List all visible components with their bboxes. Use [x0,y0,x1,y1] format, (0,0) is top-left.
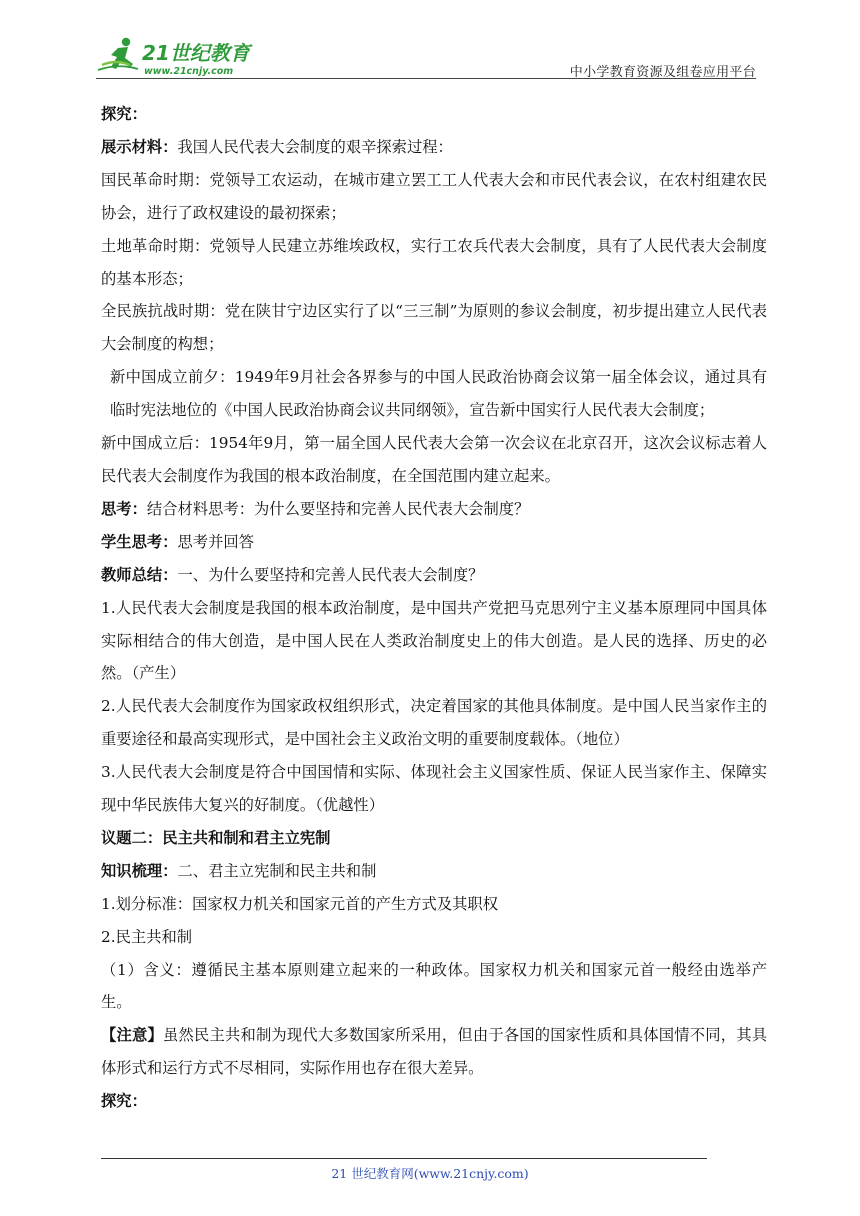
page-footer: 21 世纪教育网(www.21cnjy.com) [331,1166,529,1181]
label-material: 展示材料： [101,137,178,156]
paragraph-definition: （1）含义：遵循民主基本原则建立起来的一种政体。国家权力机关和国家元首一般经由选举产生。 [101,960,767,1012]
page-header [0,0,860,80]
label-note: 【注意】 [101,1026,163,1045]
paragraph-point-1: 1.人民代表大会制度是我国的根本政治制度，是中国共产党把马克思列宁主义基本原理同中国具体实际相结合的伟大创造，是中国人民在人类政治制度史上的伟大创造。是人民的选择、历史的必然。（产生） [101,598,767,683]
paragraph-criteria: 1.划分标准：国家权力机关和国家元首的产生方式及其职权 [101,894,499,913]
paragraph-point-2: 2.人民代表大会制度作为国家政权组织形式，决定着国家的其他具体制度。是中国人民当家作主的重要途径和最高实现形式，是中国社会主义政治文明的重要制度载体。（地位） [101,697,767,749]
paragraph-democratic-republic: 2.民主共和制 [101,927,193,946]
paragraph-land-revolution: 土地革命时期：党领导人民建立苏维埃政权，实行工农兵代表大会制度，具有了人民代表大会制度的基本形态； [101,236,767,288]
label-knowledge: 知识梳理： [101,861,178,880]
logo-url: www.21cnjy.com [144,66,234,77]
paragraph-student-think: 学生思考：思考并回答 [101,532,254,551]
paragraph-material: 展示材料：我国人民代表大会制度的艰辛探索过程： [101,137,453,156]
label-teacher-summary: 教师总结： [101,565,178,584]
paragraph-point-3: 3.人民代表大会制度是符合中国国情和实际、体现社会主义国家性质、保证人民当家作主、保障实现中华民族伟大复兴的好制度。（优越性） [101,763,767,815]
footer-divider [101,1158,707,1159]
heading-explore-2: 探究： [101,1092,147,1111]
paragraph-think: 思考：结合材料思考：为什么要坚持和完善人民代表大会制度？ [101,499,530,518]
brand-logo [96,36,266,78]
paragraph-teacher-summary: 教师总结：一、为什么要坚持和完善人民代表大会制度？ [101,565,484,584]
label-think: 思考： [101,499,147,518]
platform-name: 中小学教育资源及组卷应用平台 [569,65,756,80]
heading-explore: 探究： [101,105,147,123]
heading-topic-two: 议题二：民主共和制和君主立宪制 [101,828,331,847]
paragraph-knowledge: 知识梳理：二、君主立宪制和民主共和制 [101,861,377,880]
logo-wordmark: 21世纪教育 [142,41,250,65]
paragraph-anti-japanese-war: 全民族抗战时期：党在陕甘宁边区实行了以“三三制”为原则的参议会制度，初步提出建立人民代表大会制度的构想； [101,302,767,354]
paragraph-eve-of-new-china: 新中国成立前夕：1949年9月社会各界参与的中国人民政治协商会议第一届全体会议，通过具有临时宪法地位的《中国人民政治协商会议共同纲领》，宣告新中国实行人民代表大会制度； [110,368,767,420]
paragraph-note: 【注意】虽然民主共和制为现代大多数国家所采用，但由于各国的国家性质和具体国情不同，其具体形式和运行方式不尽相同，实际作用也存在很大差异。 [101,1026,767,1078]
document-body [101,98,767,1118]
header-divider [96,78,756,79]
paragraph-national-revolution: 国民革命时期：党领导工农运动，在城市建立罢工工人代表大会和市民代表会议，在农村组建农民协会，进行了政权建设的最初探索； [101,170,767,222]
label-student-think: 学生思考： [101,532,178,551]
paragraph-after-new-china: 新中国成立后：1954年9月，第一届全国人民代表大会第一次会议在北京召开，这次会议标志着人民代表大会制度作为我国的根本政治制度，在全国范围内建立起来。 [101,434,767,485]
